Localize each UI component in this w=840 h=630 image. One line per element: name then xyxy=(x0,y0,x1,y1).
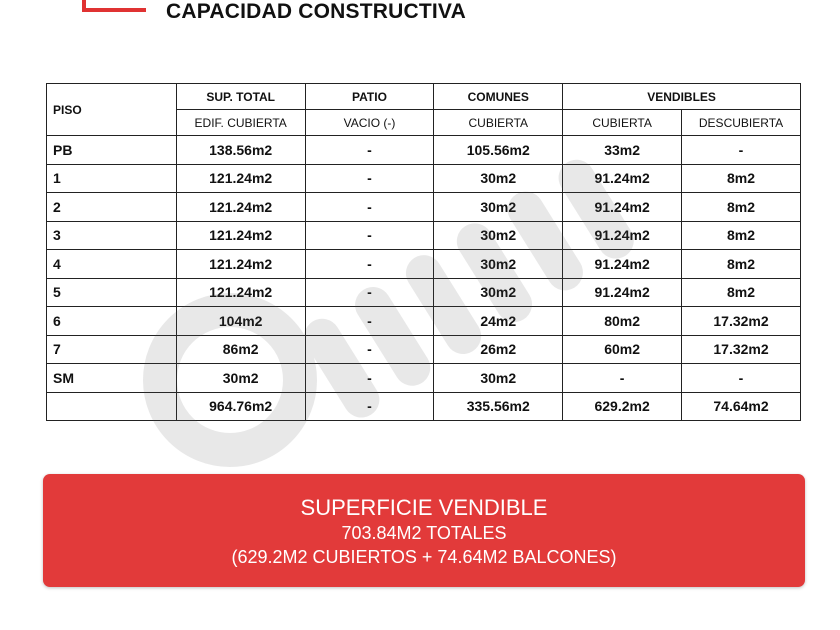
banner-breakdown: (629.2M2 CUBIERTOS + 74.64M2 BALCONES) xyxy=(231,547,617,567)
cell-sup-total: 86m2 xyxy=(176,335,305,364)
banner-total: 703.84M2 TOTALES xyxy=(341,523,507,543)
subheader-edif-cubierta: EDIF. CUBIERTA xyxy=(176,110,305,136)
table-row xyxy=(47,136,801,165)
subheader-comunes-cubierta: CUBIERTA xyxy=(434,110,563,136)
table-row xyxy=(47,164,801,193)
cell-vendible-descubierta: 8m2 xyxy=(682,278,801,307)
cell-vendible-cubierta: 60m2 xyxy=(563,335,682,364)
cell-comunes: 30m2 xyxy=(434,250,563,279)
cell-vendible-descubierta: 8m2 xyxy=(682,164,801,193)
cell-comunes: 30m2 xyxy=(434,164,563,193)
cell-vendible-descubierta: 8m2 xyxy=(682,250,801,279)
cell-vendible-descubierta: 74.64m2 xyxy=(682,392,801,421)
table-row-totals xyxy=(47,392,801,421)
cell-comunes: 26m2 xyxy=(434,335,563,364)
column-header-vendibles: VENDIBLES xyxy=(563,84,801,110)
cell-piso: 5 xyxy=(47,278,177,307)
subheader-vendibles-cubierta: CUBIERTA xyxy=(563,110,682,136)
cell-vendible-cubierta: 80m2 xyxy=(563,307,682,336)
cell-sup-total: 138.56m2 xyxy=(176,136,305,165)
cell-vendible-descubierta: 17.32m2 xyxy=(682,335,801,364)
cell-sup-total: 30m2 xyxy=(176,364,305,393)
cell-vendible-cubierta: 91.24m2 xyxy=(563,221,682,250)
column-header-comunes: COMUNES xyxy=(434,84,563,110)
cell-sup-total: 121.24m2 xyxy=(176,221,305,250)
table-row xyxy=(47,278,801,307)
cell-piso: 7 xyxy=(47,335,177,364)
cell-sup-total: 121.24m2 xyxy=(176,250,305,279)
cell-sup-total: 121.24m2 xyxy=(176,193,305,222)
cell-patio: - xyxy=(305,278,434,307)
cell-piso: PB xyxy=(47,136,177,165)
cell-piso: 4 xyxy=(47,250,177,279)
cell-patio: - xyxy=(305,164,434,193)
cell-sup-total: 121.24m2 xyxy=(176,278,305,307)
cell-vendible-descubierta: 8m2 xyxy=(682,193,801,222)
cell-comunes: 105.56m2 xyxy=(434,136,563,165)
cell-comunes: 335.56m2 xyxy=(434,392,563,421)
column-header-sup-total: SUP. TOTAL xyxy=(176,84,305,110)
cell-piso: 3 xyxy=(47,221,177,250)
cell-sup-total: 964.76m2 xyxy=(176,392,305,421)
cell-comunes: 30m2 xyxy=(434,193,563,222)
cell-piso: 6 xyxy=(47,307,177,336)
cell-patio: - xyxy=(305,307,434,336)
cell-sup-total: 104m2 xyxy=(176,307,305,336)
cell-patio: - xyxy=(305,136,434,165)
cell-patio: - xyxy=(305,392,434,421)
cell-vendible-cubierta: 629.2m2 xyxy=(563,392,682,421)
table-row xyxy=(47,364,801,393)
cell-vendible-descubierta: - xyxy=(682,364,801,393)
column-header-patio: PATIO xyxy=(305,84,434,110)
cell-vendible-cubierta: 91.24m2 xyxy=(563,193,682,222)
cell-vendible-descubierta: 17.32m2 xyxy=(682,307,801,336)
banner-title: SUPERFICIE VENDIBLE xyxy=(300,495,548,520)
cell-vendible-cubierta: 33m2 xyxy=(563,136,682,165)
cell-patio: - xyxy=(305,193,434,222)
cell-piso xyxy=(47,392,177,421)
table-row xyxy=(47,307,801,336)
table-row xyxy=(47,250,801,279)
table-row xyxy=(47,221,801,250)
cell-comunes: 24m2 xyxy=(434,307,563,336)
summary-banner xyxy=(43,474,805,587)
cell-patio: - xyxy=(305,250,434,279)
page-title: CAPACIDAD CONSTRUCTIVA xyxy=(166,0,466,23)
cell-vendible-cubierta: - xyxy=(563,364,682,393)
cell-vendible-cubierta: 91.24m2 xyxy=(563,164,682,193)
logo-mark xyxy=(82,0,146,12)
cell-patio: - xyxy=(305,221,434,250)
cell-patio: - xyxy=(305,364,434,393)
cell-comunes: 30m2 xyxy=(434,364,563,393)
capacity-table xyxy=(46,83,801,421)
cell-vendible-cubierta: 91.24m2 xyxy=(563,250,682,279)
cell-sup-total: 121.24m2 xyxy=(176,164,305,193)
cell-comunes: 30m2 xyxy=(434,278,563,307)
table-row xyxy=(47,193,801,222)
cell-piso: 2 xyxy=(47,193,177,222)
cell-piso: 1 xyxy=(47,164,177,193)
cell-comunes: 30m2 xyxy=(434,221,563,250)
subheader-vendibles-descubierta: DESCUBIERTA xyxy=(682,110,801,136)
cell-vendible-cubierta: 91.24m2 xyxy=(563,278,682,307)
cell-piso: SM xyxy=(47,364,177,393)
column-header-piso: PISO xyxy=(47,84,177,136)
table-row xyxy=(47,335,801,364)
cell-vendible-descubierta: 8m2 xyxy=(682,221,801,250)
subheader-vacio: VACIO (-) xyxy=(305,110,434,136)
cell-vendible-descubierta: - xyxy=(682,136,801,165)
cell-patio: - xyxy=(305,335,434,364)
